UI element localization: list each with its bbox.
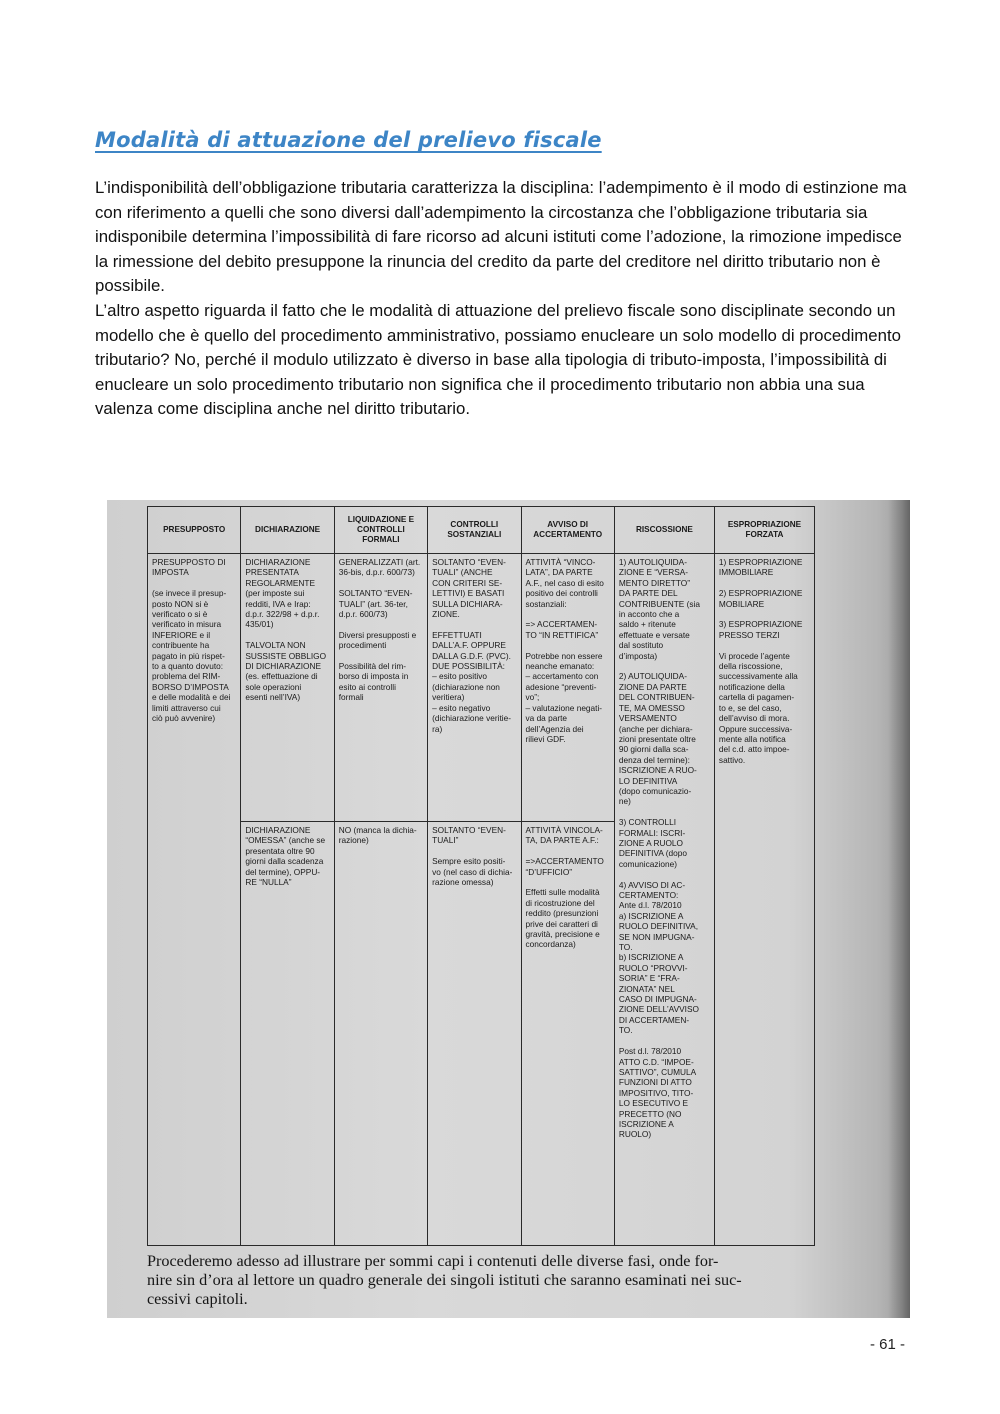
text-line: veritiera)	[432, 692, 465, 703]
text-line: presentata oltre 90	[245, 845, 315, 856]
text-line: BORSO D’IMPOSTA	[152, 681, 229, 692]
text-line	[152, 578, 236, 588]
text-line: SE NON IMPUGNA-	[618, 931, 695, 942]
text-line: DUE POSSIBILITÀ:	[432, 661, 505, 672]
text-line: denza del termine):	[618, 754, 690, 765]
text-line: sole operazioni	[245, 681, 302, 692]
text-line: (per imposte sui	[245, 588, 305, 599]
cell-riscossione	[614, 554, 714, 1246]
text-line: TO.	[618, 942, 633, 953]
text-line: neanche emanato:	[525, 661, 595, 672]
text-line: limiti attraverso cui	[152, 702, 221, 713]
text-line: LETTIVI) E BASATI	[432, 588, 505, 599]
text-line: pagato in più rispet-	[152, 650, 225, 661]
text-line: IMMOBILIARE	[718, 567, 774, 578]
text-line: DALLA G.D.F. (PVC).	[432, 650, 511, 661]
text-line: TA, DA PARTE A.F.:	[525, 835, 599, 846]
text-line: – valutazione negati-	[525, 702, 603, 713]
text-line: Oppure successiva-	[718, 723, 793, 734]
text-line: 1) AUTOLIQUIDA-	[618, 557, 687, 567]
text-line	[339, 619, 423, 629]
text-line: DALL’A.F. OPPURE	[432, 640, 506, 651]
header-cell: LIQUIDAZIONE E CONTROLLI FORMALI	[334, 507, 427, 554]
text-line: dell’avviso di mora.	[718, 713, 790, 724]
text-line: TE, MA OMESSO	[618, 702, 685, 713]
text-line: (dopo comunicazio-	[618, 785, 692, 796]
text-line	[432, 619, 516, 629]
body-text	[95, 176, 910, 422]
text-line: razione)	[338, 835, 369, 846]
text-line: MENTO DIRETTO”	[618, 577, 691, 588]
header-cell: CONTROLLI SOSTANZIALI	[428, 507, 521, 554]
text-line: (es. effettuazione di	[245, 671, 318, 682]
text-line: TUALI”	[432, 835, 459, 846]
text-line	[719, 578, 810, 588]
text-line: REGOLARMENTE	[245, 577, 315, 588]
text-line: della riscossione,	[718, 661, 783, 672]
text-line: b) ISCRIZIONE A	[618, 952, 684, 963]
text-line: gravità, precisione e	[525, 929, 600, 940]
cell-dichiarazione	[241, 822, 334, 1246]
text-line: vo”;	[525, 692, 540, 703]
text-line	[526, 846, 610, 856]
text-line: 36-bis, d.p.r. 600/73)	[338, 567, 415, 578]
text-line: TUALI” (ANCHE	[432, 567, 493, 578]
text-line: esito ai controlli	[338, 681, 396, 692]
text-line: VERSAMENTO	[618, 713, 677, 724]
text-line: MOBILIARE	[718, 598, 765, 609]
text-line: DI DICHIARAZIONE	[245, 661, 321, 672]
text-line: ZIONE DA PARTE	[618, 681, 687, 692]
text-line: borso di imposta in	[338, 671, 409, 682]
cell-avviso	[521, 822, 614, 1246]
text-line: formali	[338, 692, 364, 703]
book-paragraph	[147, 1252, 847, 1309]
text-line: dal sostituto	[618, 640, 664, 651]
text-line: “OMESSA” (anche se	[245, 835, 326, 846]
paragraph-1: L’indisponibilità dell’obbligazione tributaria caratterizza la disciplina: l’adempimento è il modo di estinzione ma con riferimento a quelli che sono diversi dall’adempimento la circostanza che l’obbligazione tributaria sia indisponibile determina l’impossibilità di fare ricorso ad alcuni istituti come l’adozione, la rimozione impedisce la rimessione del debito presuppone la rinuncia del credito da parte del creditore nel diritto tributario non è possibile.	[95, 178, 907, 296]
text-line: PRESUPPOSTO DI	[152, 557, 226, 567]
text-line: LATA”, DA PARTE	[525, 567, 593, 578]
text-line: FUNZIONI DI ATTO	[618, 1077, 692, 1088]
paragraph-2: L’altro aspetto riguarda il fatto che le modalità di attuazione del prelievo fiscale sono disciplinate secondo un modello che è quello del procedimento amministrativo, possiamo enucleare un solo modello di procedimento tributario? No, perché il modulo utilizzato è diverso in base alla tipologia di tributo-imposta, l’impossibilità di enucleare un solo procedimento tributario non significa che il procedimento tributario non abbia una sua valenza come disciplina anche nel diritto tributario.	[95, 300, 901, 419]
text-line: effettuate e versate	[618, 629, 690, 640]
text-line: razione omessa)	[432, 877, 494, 888]
text-line: concordanza)	[525, 939, 576, 950]
text-line: SOLTANTO “EVEN-	[432, 557, 506, 567]
text-line: =>ACCERTAMENTO	[525, 856, 604, 867]
text-line: IMPOSITIVO, TITO-	[618, 1087, 694, 1098]
text-line	[619, 661, 710, 671]
text-line: PRECETTO (NO	[618, 1108, 682, 1119]
text-line: contribuente ha	[152, 640, 210, 651]
text-line: SOLTANTO “EVEN-	[432, 825, 506, 835]
text-line: 1) ESPROPRIAZIONE	[718, 557, 803, 567]
text-line: Diversi presupposti e	[338, 629, 417, 640]
text-line: ra)	[432, 723, 443, 734]
text-line: RUOLO)	[618, 1129, 652, 1140]
text-line: Procederemo adesso ad illustrare per sommi capi i contenuti delle diverse fasi, onde for-	[147, 1252, 719, 1270]
header-cell: AVVISO DI ACCERTAMENTO	[521, 507, 614, 554]
text-line: RUOLO DEFINITIVA,	[618, 921, 699, 932]
text-line: e delle modalità e dei	[152, 692, 231, 703]
page-fold-shadow	[888, 500, 910, 1318]
text-line: posto NON si è	[152, 598, 209, 609]
text-line: del c.d. atto impoe-	[718, 744, 790, 755]
text-line: DICHIARAZIONE	[245, 557, 311, 567]
text-line: SUSSISTE OBBLIGO	[245, 650, 327, 661]
text-line: ZIONE.	[432, 609, 460, 620]
text-line: PRESENTATA	[245, 567, 299, 578]
text-line: rilievi GDF.	[525, 733, 566, 744]
header-cell: DICHIARAZIONE	[241, 507, 334, 554]
table-header-row	[148, 507, 815, 554]
text-line	[339, 651, 423, 661]
cell-dichiarazione	[241, 554, 334, 822]
text-line: 3) CONTROLLI	[618, 817, 677, 828]
text-line: verificato o si è	[152, 609, 208, 620]
text-line: LO ESECUTIVO E	[618, 1098, 689, 1109]
cell-liquidazione	[334, 554, 427, 822]
text-line: ciò può avvenire)	[152, 713, 216, 724]
text-line: ISCRIZIONE A	[618, 1118, 674, 1129]
text-line: CON CRITERI SE-	[432, 577, 503, 588]
text-line: DI ACCERTAMEN-	[618, 1014, 690, 1025]
text-line	[526, 877, 610, 887]
text-line: ne)	[618, 796, 631, 807]
text-line: va da parte	[525, 713, 568, 724]
text-line: nire sin d’ora al lettore un quadro generale dei singoli istituti che saranno esaminati nei suc-	[147, 1271, 742, 1289]
text-line: cartella di pagamen-	[718, 692, 795, 703]
text-line	[339, 578, 423, 588]
text-line: LO DEFINITIVA	[618, 775, 678, 786]
text-line: in acconto che a	[618, 609, 680, 620]
text-line: giorni dalla scadenza	[245, 856, 324, 867]
text-line: dell’Agenzia dei	[525, 723, 584, 734]
text-line: (anche per dichiara-	[618, 723, 693, 734]
text-line: cessivi capitoli.	[147, 1290, 248, 1308]
text-line: d.p.r. 600/73)	[338, 609, 388, 620]
text-line: ATTO C.D. “IMPOE-	[618, 1056, 694, 1067]
text-line: redditi, IVA e Irap:	[245, 598, 311, 609]
text-line: to a quanto dovuto:	[152, 661, 224, 672]
text-line	[245, 630, 329, 640]
text-line: RE “NULLA”	[245, 877, 292, 888]
text-line: A.F., nel caso di esito	[525, 577, 604, 588]
text-line: TO.	[618, 1025, 633, 1036]
text-line: esenti nell’IVA)	[245, 692, 301, 703]
text-line: ZIONE E “VERSA-	[618, 567, 689, 578]
text-line: 3) ESPROPRIAZIONE	[718, 619, 803, 630]
text-line: SULLA DICHIARA-	[432, 598, 503, 609]
text-line: d.p.r. 322/98 + d.p.r.	[245, 609, 320, 620]
text-line: ATTIVITÀ “VINCO-	[525, 557, 596, 567]
text-line: Vi procede l’agente	[718, 650, 790, 661]
text-line: mente alla notifica	[718, 733, 786, 744]
text-line: INFERIORE e il	[152, 629, 211, 640]
text-line: “D’UFFICIO”	[525, 866, 573, 877]
text-line: GENERALIZZATI (art.	[338, 557, 421, 567]
text-line: TALVOLTA NON	[245, 640, 306, 651]
text-line: – esito positivo	[432, 671, 488, 682]
text-line: SORIA” E “FRA-	[618, 973, 680, 984]
text-line: 2) AUTOLIQUIDA-	[618, 671, 687, 682]
text-line: – esito negativo	[432, 702, 491, 713]
text-line: 4) AVVISO DI AC-	[618, 879, 686, 890]
text-line: TO “IN RETTIFICA”	[525, 629, 599, 640]
table-row	[148, 554, 815, 822]
cell-presupposto	[148, 554, 241, 1246]
text-line	[619, 807, 710, 817]
text-line: ZIONE A RUOLO	[618, 837, 683, 848]
text-line: (se invece il presup-	[152, 588, 227, 599]
text-line: positivo dei controlli	[525, 588, 598, 599]
text-line: FORMALI: ISCRI-	[618, 827, 686, 838]
text-line	[526, 640, 610, 650]
text-line: ZIONATA” NEL	[618, 983, 675, 994]
text-line: ATTIVITÀ VINCOLA-	[525, 825, 603, 835]
text-line: DA PARTE DEL	[618, 588, 678, 599]
text-line: del termine), OPPU-	[245, 866, 321, 877]
text-line: => ACCERTAMEN-	[525, 619, 598, 630]
text-line: ZIONE DELL’AVVISO	[618, 1004, 699, 1015]
text-line	[619, 1036, 710, 1046]
text-line: sostanziali:	[525, 598, 567, 609]
cell-liquidazione	[334, 822, 427, 1246]
text-line: 435/01)	[245, 619, 274, 630]
text-line: Possibilità del rim-	[338, 661, 407, 672]
text-line: DEFINITIVA (dopo	[618, 848, 687, 859]
text-line: 90 giorni dalla sca-	[618, 744, 689, 755]
text-line: IMPOSTA	[152, 567, 189, 578]
text-line: zioni presentate oltre	[618, 733, 696, 744]
header-cell: PRESUPPOSTO	[148, 507, 241, 554]
text-line: EFFETTUATI	[432, 629, 482, 640]
page-number: - 61 -	[869, 1336, 905, 1353]
text-line: problema del RIM-	[152, 671, 221, 682]
text-line: adesione “preventi-	[525, 681, 597, 692]
text-line: Potrebbe non essere	[525, 650, 603, 661]
cell-espropriazione	[714, 554, 814, 1246]
text-line: SATTIVO”, CUMULA	[618, 1066, 697, 1077]
text-line: procedimenti	[338, 640, 387, 651]
text-line: 2) ESPROPRIAZIONE	[718, 588, 803, 599]
header-cell: RISCOSSIONE	[614, 507, 714, 554]
text-line	[432, 846, 516, 856]
section-heading: Modalità di attuazione del prelievo fiscale	[95, 128, 602, 152]
text-line	[526, 609, 610, 619]
header-cell: ESPROPRIAZIONE FORZATA	[714, 507, 814, 554]
text-line: saldo + ritenute	[618, 619, 676, 630]
text-line: Post d.l. 78/2010	[618, 1046, 682, 1057]
text-line: DEL CONTRIBUEN-	[618, 692, 695, 703]
text-line: PRESSO TERZI	[718, 629, 780, 640]
text-line: (dichiarazione non	[432, 681, 500, 692]
cell-controlli	[428, 822, 521, 1246]
text-line: TUALI” (art. 36-ter,	[338, 598, 408, 609]
cell-avviso	[521, 554, 614, 822]
text-line: sattivo.	[718, 754, 746, 765]
text-line: vo (nel caso di dichia-	[432, 866, 513, 877]
text-line: CASO DI IMPUGNA-	[618, 994, 697, 1005]
text-line: CERTAMENTO:	[618, 890, 679, 900]
text-line: (dichiarazione veritie-	[432, 713, 511, 724]
procedure-table	[147, 506, 815, 1246]
text-line: RUOLO “PROVVI-	[618, 962, 688, 973]
text-line: NO (manca la dichia-	[338, 825, 417, 835]
text-line: Sempre esito positi-	[432, 856, 506, 867]
text-line: prive dei caratteri di	[525, 918, 598, 929]
text-line: notificazione della	[718, 681, 785, 692]
text-line: di ricostruzione del	[525, 897, 595, 908]
text-line	[719, 640, 810, 650]
text-line: DICHIARAZIONE	[245, 825, 311, 835]
text-line: Ante d.l. 78/2010	[618, 900, 682, 911]
scanned-table-photo	[107, 500, 910, 1318]
text-line: ISCRIZIONE A RUO-	[618, 765, 697, 776]
text-line: – accertamento con	[525, 671, 599, 682]
text-line	[719, 609, 810, 619]
text-line: to e, se del caso,	[718, 702, 782, 713]
cell-controlli	[428, 554, 521, 822]
text-line: CONTRIBUENTE (sia	[618, 598, 701, 609]
text-line: SOLTANTO “EVEN-	[338, 588, 413, 599]
text-line: reddito (presunzioni	[525, 908, 599, 919]
text-line: a) ISCRIZIONE A	[618, 910, 684, 921]
text-line: Effetti sulle modalità	[525, 887, 600, 898]
text-line: successivamente alla	[718, 671, 798, 682]
text-line: comunicazione)	[618, 858, 677, 869]
text-line	[619, 869, 710, 879]
text-line: verificato in misura	[152, 619, 222, 630]
text-line: d’imposta)	[618, 650, 658, 661]
